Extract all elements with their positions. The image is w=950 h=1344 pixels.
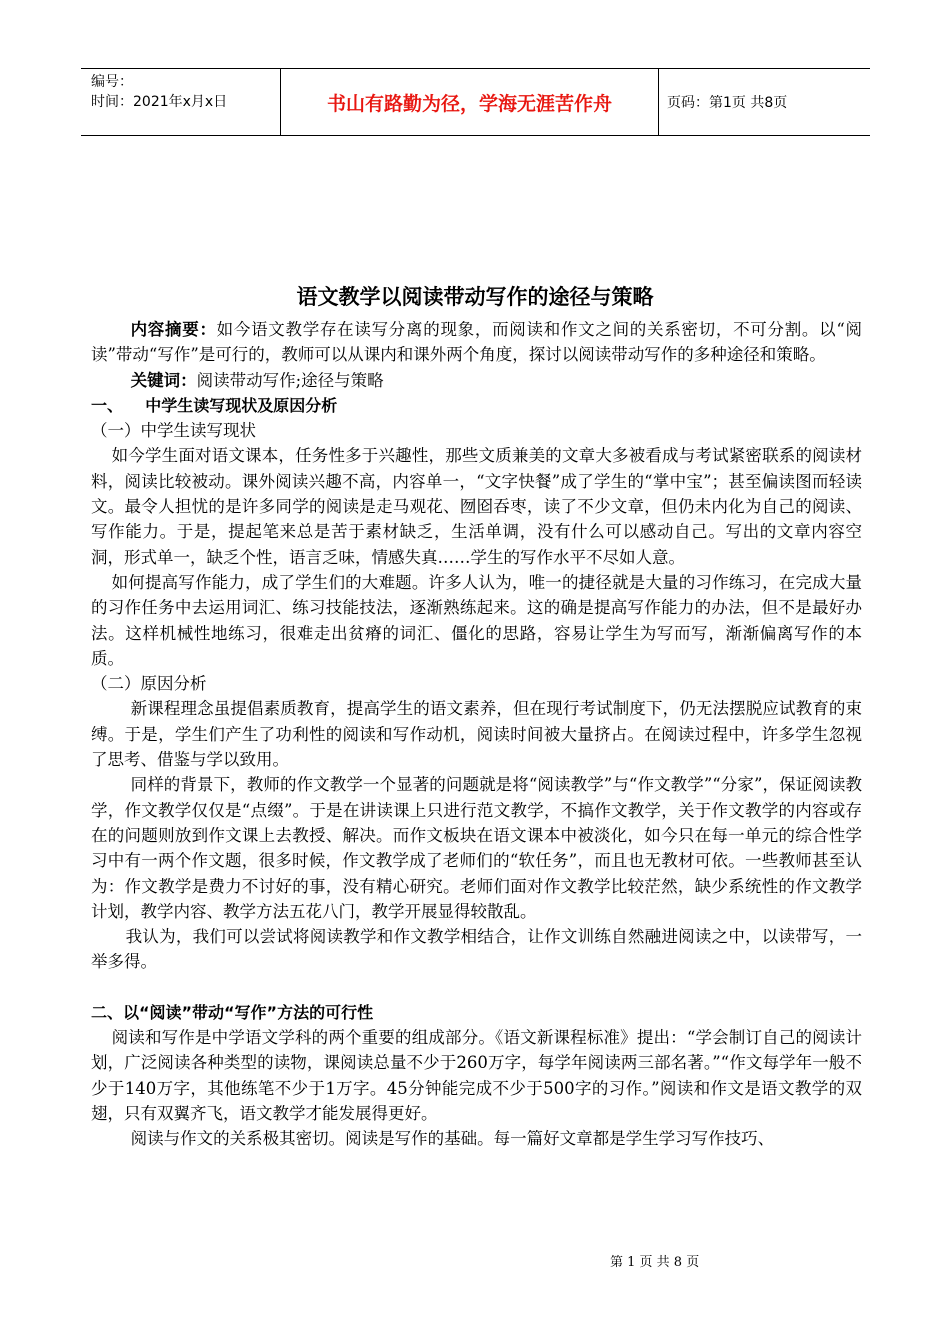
keywords-paragraph [91, 368, 862, 393]
abstract-label: 内容摘要： [130, 320, 217, 339]
section1-paragraph-5: 我认为，我们可以尝试将阅读教学和作文教学相结合，让作文训练自然融进阅读之中，以读带写，一举多得。 [91, 927, 862, 972]
section1-heading: 一、 中学生读写现状及原因分析 [91, 395, 338, 415]
spacer [91, 975, 862, 1000]
document-body [91, 317, 862, 1152]
header-page: 页码：第1页 共8页 [667, 95, 788, 111]
header-number: 编号： [91, 74, 133, 90]
keywords-label: 关键词： [130, 370, 197, 390]
section1-sub1: （一）中学生读写现状 [91, 421, 256, 441]
document-title: 语文教学以阅读带动写作的途径与策略 [296, 285, 654, 309]
abstract-paragraph [91, 317, 862, 368]
keywords-text: 阅读带动写作;途径与策略 [196, 370, 384, 390]
section1-paragraph-3: 新课程理念虽提倡素质教育，提高学生的语文素养，但在现行考试制度下，仍无法摆脱应试教育的束缚。于是，学生们产生了功利性的阅读和写作动机，阅读时间被大量挤占。在阅读过程中，许多学生忽视了思考、借鉴与学以致用。 [91, 699, 862, 770]
section1-paragraph-2: 如何提高写作能力，成了学生们的大难题。许多人认为，唯一的捷径就是大量的习作练习，在完成大量的习作任务中去运用词汇、练习技能技法，逐渐熟练起来。这的确是提高写作能力的办法，但不是最好办法。这样机械性地练习，很难走出贫瘠的词汇、僵化的思路，容易让学生为写而写，渐渐偏离写作的本质。 [91, 572, 862, 668]
abstract-text: 如今语文教学存在读写分离的现象，而阅读和作文之间的关系密切，不可分割。以“阅读”带动“写作”是可行的，教师可以从课内和课外两个角度，探讨以阅读带动写作的多种途径和策略。 [91, 320, 863, 365]
header-motto: 书山有路勤为径，学海无涯苦作舟 [281, 69, 659, 135]
section2-heading: 二、以“阅读”带动“写作”方法的可行性 [91, 1002, 374, 1022]
header-meta [81, 69, 281, 135]
section1-sub2: （二）原因分析 [91, 674, 207, 694]
section1-paragraph-1: 如今学生面对语文课本，任务性多于兴趣性，那些文质兼美的文章大多被看成与考试紧密联系的阅读材料，阅读比较被动。课外阅读兴趣不高，内容单一，“文字快餐”成了学生的“掌中宝”；甚至偏读图而轻读文。最令人担忧的是许多同学的阅读是走马观花、囫囵吞枣，读了不少文章，但仍未内化为自己的阅读、写作能力。于是，提起笔来总是苦于素材缺乏，生活单调，没有什么可以感动自己。写出的文章内容空洞，形式单一，缺乏个性，语言乏味，情感失真……学生的写作水平不尽如人意。 [91, 446, 862, 567]
section2-paragraph-2: 阅读与作文的关系极其密切。阅读是写作的基础。每一篇好文章都是学生学习写作技巧、 [130, 1129, 775, 1149]
page-footer: 第 1 页 共 8 页 [610, 1255, 700, 1270]
section2-paragraph-1: 阅读和写作是中学语文学科的两个重要的组成部分。《语文新课程标准》提出：“学会制订自己的阅读计划，广泛阅读各种类型的读物，课阅读总量不少于260万字，每学年阅读两三部名著。”“作文每学年一般不少于140万字，其他练笔不少于1万字。45分钟能完成不少于500字的习作。”阅读和作文是语文教学的双翅，只有双翼齐飞，语文教学才能发展得更好。 [91, 1028, 862, 1123]
page-header [81, 68, 870, 136]
section1-paragraph-4: 同样的背景下，教师的作文教学一个显著的问题就是将“阅读教学”与“作文教学”“分家”，保证阅读教学，作文教学仅仅是“点缀”。于是在讲读课上只进行范文教学，不搞作文教学，关于作文教学的内容或存在的问题则放到作文课上去教授、解决。而作文板块在语文课本中被淡化，如今只在每一单元的综合性学习中有一两个作文题，很多时候，作文教学成了老师们的“软任务”，而且也无教材可依。一些教师甚至认为：作文教学是费力不讨好的事，没有精心研究。老师们面对作文教学比较茫然，缺少系统性的作文教学计划，教学内容、教学方法五花八门，教学开展显得较散乱。 [91, 775, 862, 921]
header-time: 时间：2021年x月x日 [91, 94, 228, 110]
